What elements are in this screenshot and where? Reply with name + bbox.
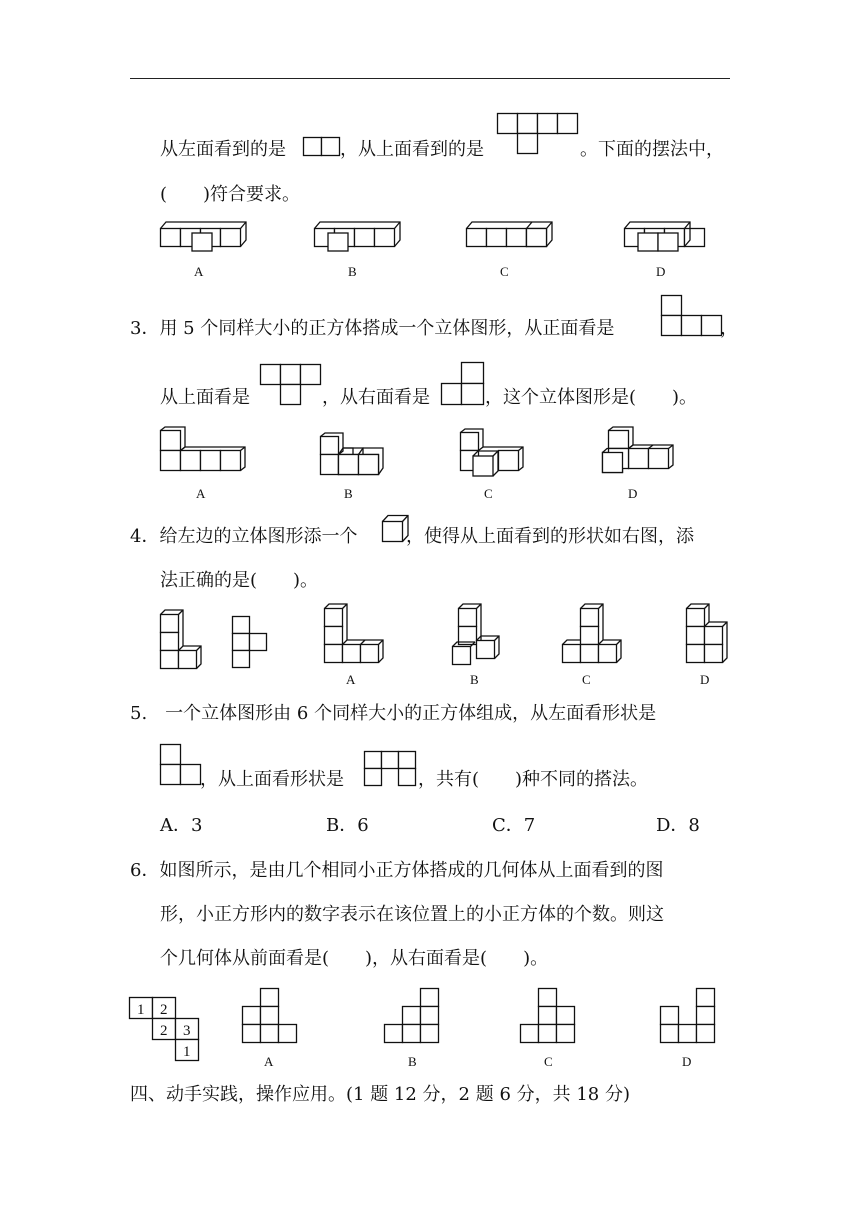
q6-text-line2: 形，小正方形内的数字表示在该位置上的小正方体的个数。则这 bbox=[160, 904, 664, 925]
q6-text-line3: 个几何体从前面看是( )，从右面看是( )。 bbox=[160, 948, 549, 969]
q3-option-a-figure bbox=[160, 428, 244, 474]
q2-option-c-label: C bbox=[500, 264, 509, 279]
q3-text-top: 从上面看是 bbox=[160, 387, 250, 408]
q2-text-left-view: 从左面看到的是 bbox=[160, 139, 286, 160]
q6-text-line1: 6．如图所示，是由几个相同小正方体搭成的几何体从上面看到的图 bbox=[130, 860, 664, 881]
q3-top-view-shape bbox=[260, 364, 322, 406]
q6-grid-number: 1 bbox=[137, 1002, 145, 1018]
q2-answer-blank: ( )符合要求。 bbox=[160, 184, 301, 205]
q6-grid-number: 2 bbox=[160, 1002, 168, 1018]
q3-option-d-label: D bbox=[628, 486, 638, 501]
q3-option-a-label: A bbox=[196, 486, 206, 501]
q5-choice-d: D．8 bbox=[656, 815, 700, 836]
q6-grid-number: 2 bbox=[160, 1023, 168, 1039]
q2-text-top-view: ，从上面看到的是 bbox=[340, 139, 484, 160]
q4-text-line1a: 4．给左边的立体图形添一个 bbox=[130, 526, 358, 547]
q3-front-view-shape bbox=[661, 295, 723, 337]
q4-option-c-figure bbox=[562, 602, 620, 664]
q5-text-top: ，从上面看形状是 bbox=[200, 769, 344, 790]
q3-option-c-label: C bbox=[484, 486, 493, 501]
q6-option-c-figure bbox=[520, 988, 578, 1048]
q5-text-end: ，共有( )种不同的搭法。 bbox=[418, 769, 649, 790]
q4-given-solid bbox=[160, 608, 204, 670]
q5-top-view-shape bbox=[364, 751, 418, 789]
q4-option-b-label: B bbox=[470, 672, 479, 687]
q2-option-d-figure bbox=[624, 218, 712, 252]
q6-option-b-label: B bbox=[408, 1054, 417, 1069]
q5-left-view-shape bbox=[160, 744, 204, 788]
q3-right-view-shape bbox=[441, 362, 485, 406]
q5-choice-b: B．6 bbox=[326, 815, 369, 836]
q3-text-end: ，这个立体图形是( )。 bbox=[485, 387, 698, 408]
q2-option-b-figure bbox=[314, 218, 402, 252]
q6-grid-number: 3 bbox=[183, 1023, 191, 1039]
q2-top-view-shape bbox=[497, 113, 581, 157]
q6-option-c-label: C bbox=[544, 1054, 553, 1069]
q2-option-a-figure bbox=[160, 218, 248, 252]
q3-option-b-label: B bbox=[344, 486, 353, 501]
q4-option-c-label: C bbox=[582, 672, 591, 687]
q2-option-d-label: D bbox=[656, 264, 666, 279]
q6-option-d-figure bbox=[660, 988, 718, 1048]
q5-choice-a: A．3 bbox=[160, 815, 203, 836]
q6-option-d-label: D bbox=[682, 1054, 692, 1069]
q5-text-line1: 5. 一个立体图形由 6 个同样大小的正方体组成，从左面看形状是 bbox=[130, 703, 657, 724]
q4-option-a-label: A bbox=[346, 672, 356, 687]
q6-option-a-figure bbox=[242, 988, 300, 1048]
q6-grid-number: 1 bbox=[183, 1044, 191, 1060]
q3-text-comma: ， bbox=[720, 318, 738, 339]
q4-option-a-figure bbox=[324, 602, 384, 664]
q2-text-end: 。下面的摆法中， bbox=[580, 139, 724, 160]
q4-option-d-figure bbox=[686, 602, 730, 664]
q4-option-d-label: D bbox=[700, 672, 710, 687]
q4-option-b-figure bbox=[452, 602, 498, 666]
q6-option-b-figure bbox=[384, 988, 442, 1048]
q3-text-line1: 3．用 5 个同样大小的正方体搭成一个立体图形，从正面看是 bbox=[130, 318, 615, 339]
q3-option-b-figure bbox=[320, 434, 382, 476]
section-4-heading: 四、动手实践，操作应用。(1 题 12 分，2 题 6 分，共 18 分) bbox=[130, 1084, 630, 1105]
q3-option-d-figure bbox=[602, 428, 672, 474]
q4-text-line1b: ，使得从上面看到的形状如右图，添 bbox=[406, 526, 694, 547]
q2-option-a-label: A bbox=[194, 264, 204, 279]
q4-top-view-shape bbox=[232, 616, 272, 670]
q6-option-a-label: A bbox=[264, 1054, 274, 1069]
q2-left-view-shape bbox=[303, 137, 343, 157]
q3-option-c-figure bbox=[460, 430, 524, 476]
q2-option-b-label: B bbox=[348, 264, 357, 279]
q2-option-c-figure bbox=[466, 218, 554, 252]
q5-choice-c: C．7 bbox=[492, 815, 536, 836]
q6-top-view-grid bbox=[129, 997, 205, 1067]
header-rule bbox=[130, 78, 730, 79]
q4-text-line2: 法正确的是( )。 bbox=[160, 570, 319, 591]
q3-text-right: ，从右面看是 bbox=[322, 387, 430, 408]
